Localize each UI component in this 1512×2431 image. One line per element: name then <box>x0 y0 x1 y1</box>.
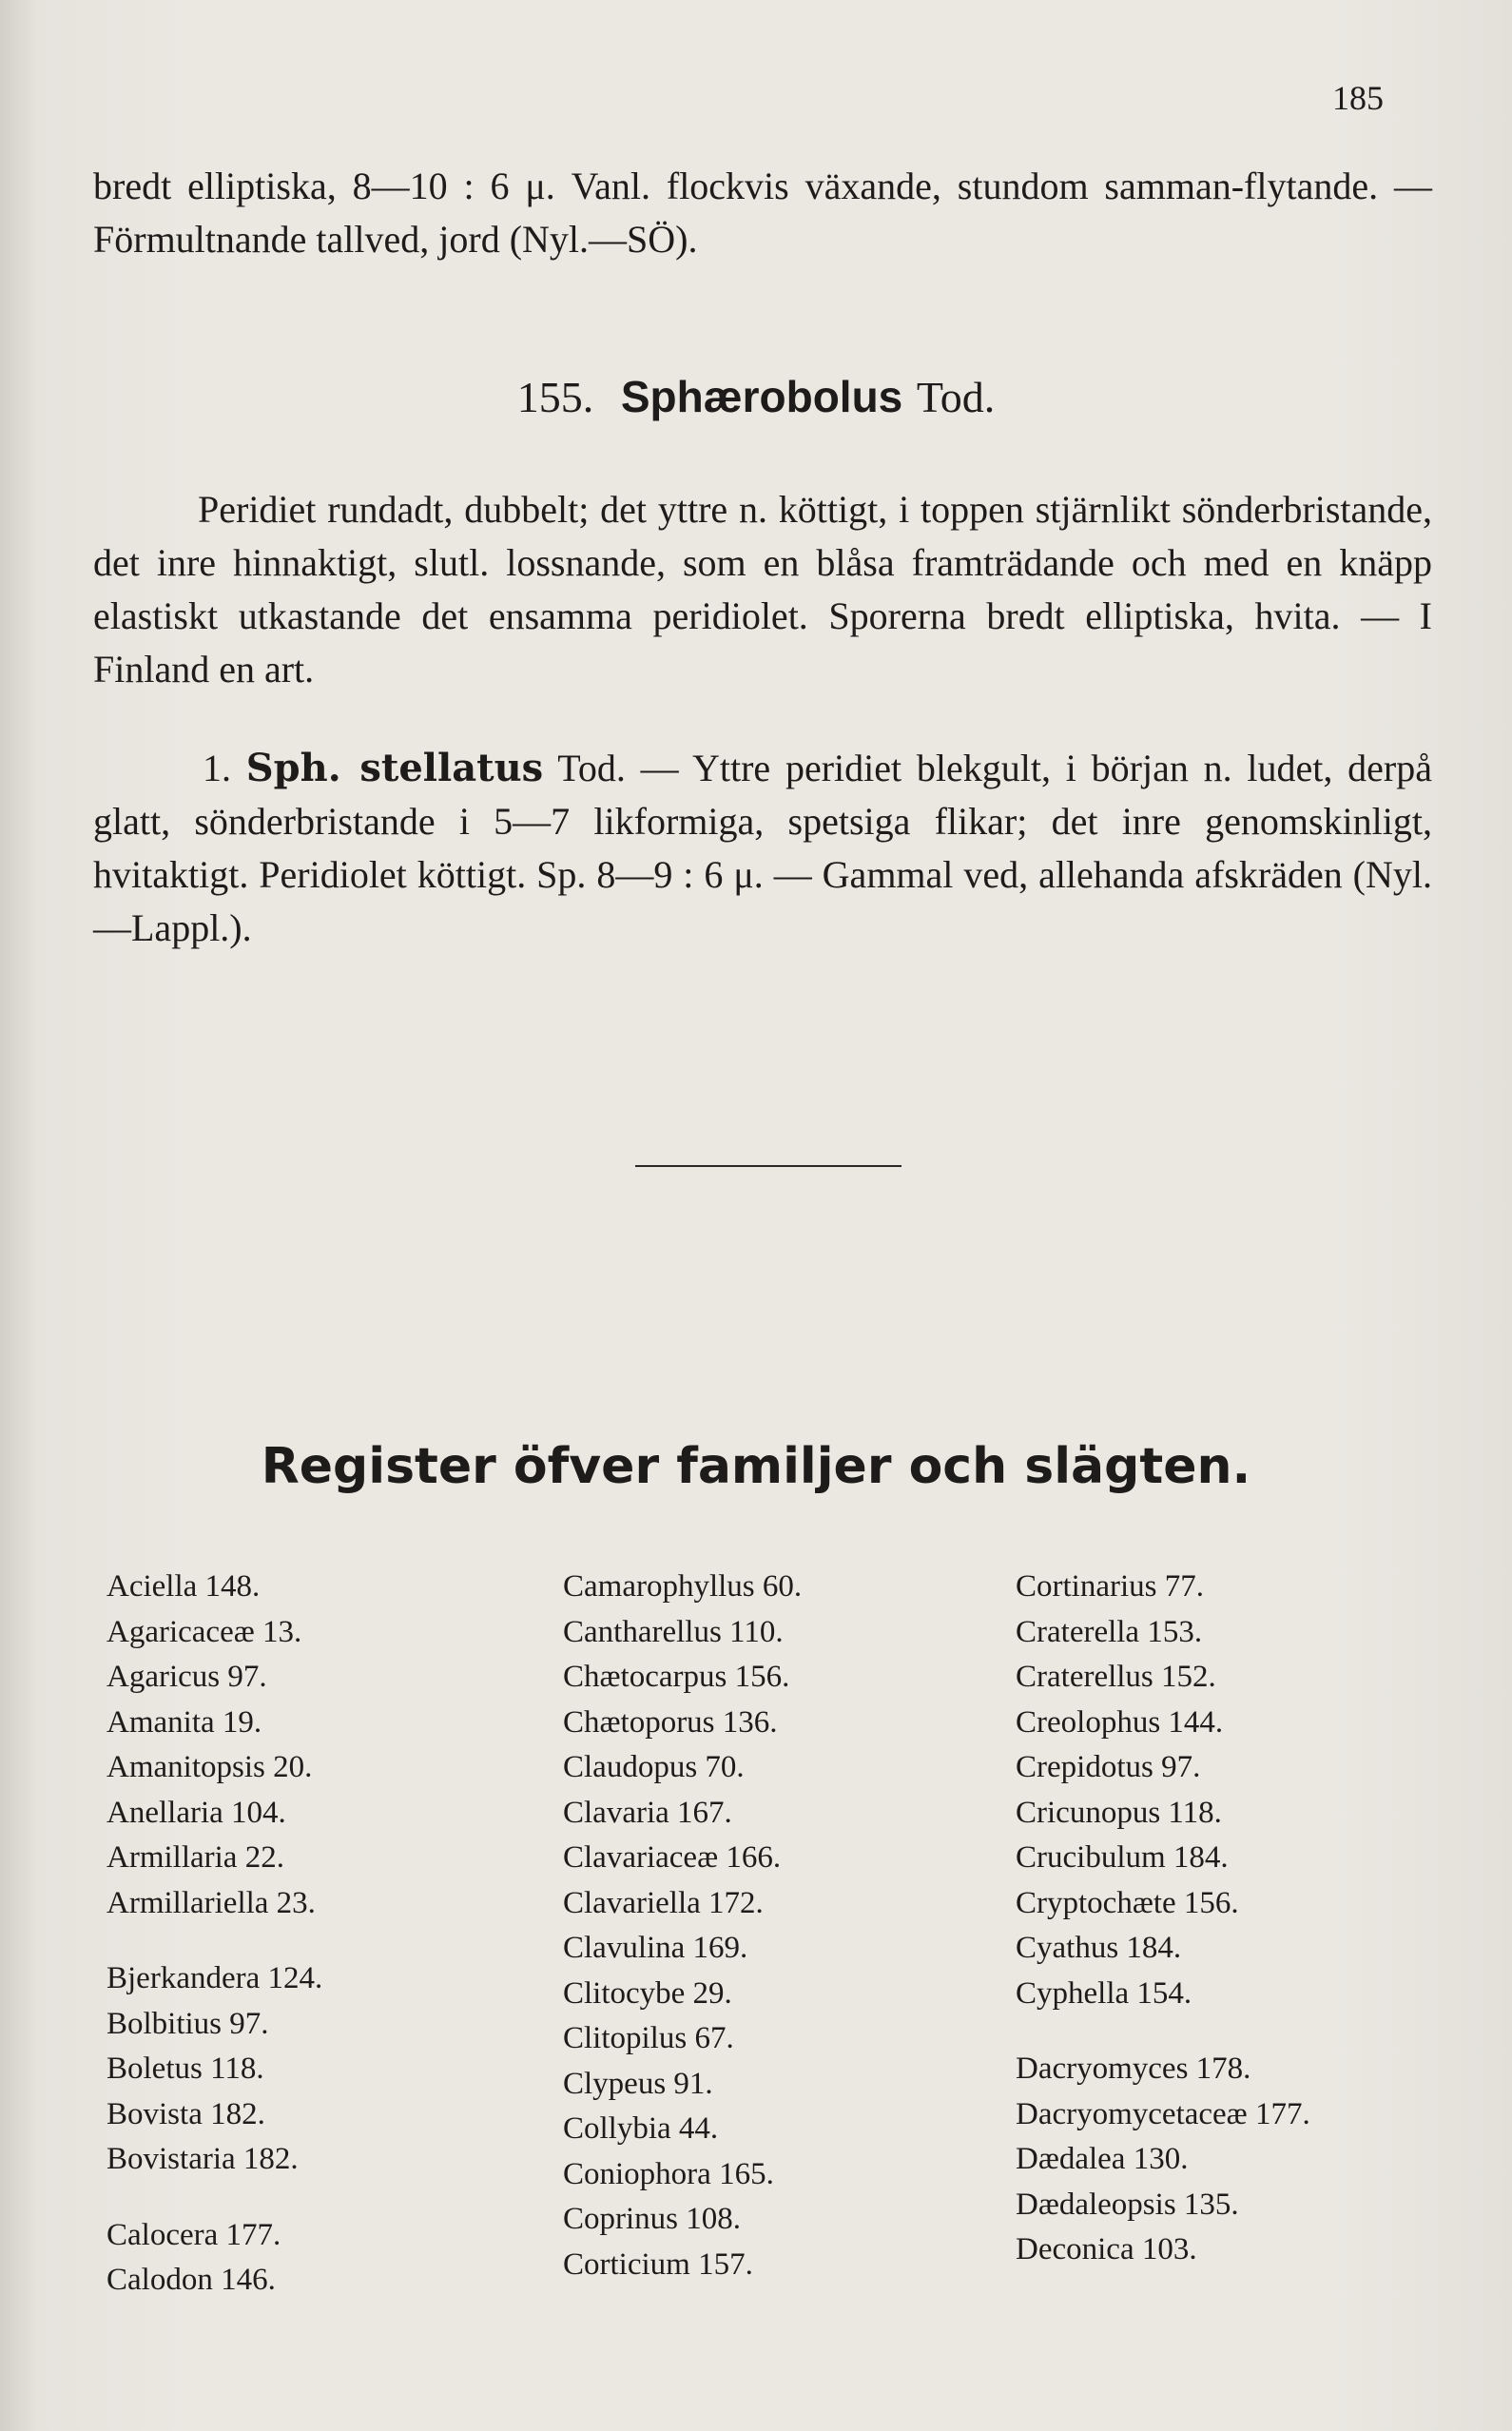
register-entry: Camarophyllus 60. <box>563 1569 803 1604</box>
register-entry: Clypeus 91. <box>563 2066 713 2101</box>
genus-description: Peridiet rundadt, dubbelt; det yttre n. köttigt, i toppen stjärnlikt sönderbristande, det inre hinnaktigt, slutl. lossnande, som en blåsa framträdande och med en knäpp elastiskt utkastande det ensamma peridiolet. Sporerna bredt elliptiska, hvita. — I Finland en art. <box>93 488 1432 690</box>
register-entry: Chætoporus 136. <box>563 1704 778 1740</box>
register-entry: Calocera 177. <box>107 2217 281 2252</box>
register-entry: Cryptochæte 156. <box>1016 1885 1239 1920</box>
species-entry <box>93 742 1432 955</box>
register-entry: Creolophus 144. <box>1016 1704 1224 1740</box>
register-entry: Dacryomyces 178. <box>1016 2052 1251 2086</box>
register-entry: Clavariella 172. <box>563 1885 764 1920</box>
register-entry: Boletus 118. <box>107 2052 264 2086</box>
genus-author: Tod. <box>916 373 996 421</box>
register-entry: Cyathus 184. <box>1016 1931 1182 1965</box>
register-entry: Cyphella 154. <box>1016 1975 1192 2011</box>
register-entry: Agaricaceæ 13. <box>107 1614 302 1649</box>
genus-name: Sphærobolus <box>620 372 903 421</box>
register-title: Register öfver familjer och slägten. <box>261 1438 1251 1495</box>
register-column-2 <box>563 1565 802 2287</box>
section-divider <box>635 1165 901 1167</box>
register-entry: Dædalea 130. <box>1016 2142 1189 2176</box>
register-entry: Craterellus 152. <box>1016 1660 1216 1694</box>
register-entry: Bovistaria 182. <box>107 2142 299 2176</box>
register-entry: Crepidotus 97. <box>1016 1750 1201 1784</box>
register-entry: Armillaria 22. <box>107 1840 284 1875</box>
register-entry: Clavulina 169. <box>563 1931 748 1965</box>
register-entry: Crucibulum 184. <box>1016 1840 1229 1875</box>
register-entry: Collybia 44. <box>563 2111 719 2146</box>
register-entry: Chætocarpus 156. <box>563 1660 790 1694</box>
register-entry: Claudopus 70. <box>563 1750 745 1784</box>
register-entry: Aciella 148. <box>107 1569 261 1604</box>
register-entry: Clitopilus 67. <box>563 2021 734 2055</box>
register-entry: Coprinus 108. <box>563 2202 742 2236</box>
genus-number: 155. <box>516 373 594 421</box>
register-entry: Bjerkandera 124. <box>107 1961 323 1995</box>
register-column-3 <box>1016 1565 1310 2273</box>
register-entry: Clavaria 167. <box>563 1795 732 1830</box>
intro-paragraph: bredt elliptiska, 8—10 : 6 μ. Vanl. flockvis växande, stundom samman-flytande. — Förmultnande tallved, jord (Nyl.—SÖ). <box>93 165 1432 261</box>
species-name: Sph. stellatus <box>245 746 544 790</box>
page-number: 185 <box>1332 79 1384 117</box>
register-entry: Dædaleopsis 135. <box>1016 2187 1239 2222</box>
register-gap <box>1016 2016 1310 2047</box>
species-text: Tod. — Yttre peridiet blekgult, i början n. ludet, derpå glatt, sönderbristande i 5—7 likformiga, spetsiga flikar; det inre genomskinligt, hvitaktigt. Peridiolet köttigt. Sp. 8—9 : 6 μ. — Gammal ved, allehanda afskräden (Nyl.—Lappl.). <box>93 747 1432 949</box>
register-entry: Coniophora 165. <box>563 2156 774 2191</box>
register-entry: Cantharellus 110. <box>563 1614 784 1649</box>
register-gap <box>107 1926 322 1956</box>
register-entry: Anellaria 104. <box>107 1795 286 1830</box>
register-entry: Craterella 153. <box>1016 1614 1203 1649</box>
register-entry: Dacryomycetaceæ 177. <box>1016 2096 1310 2131</box>
register-entry: Deconica 103. <box>1016 2232 1197 2266</box>
register-entry: Amanita 19. <box>107 1704 262 1740</box>
register-entry: Amanitopsis 20. <box>107 1750 313 1784</box>
register-entry: Agaricus 97. <box>107 1660 267 1694</box>
register-entry: Bolbitius 97. <box>107 2006 269 2041</box>
register-entry: Corticium 157. <box>563 2246 753 2282</box>
genus-heading <box>0 371 1512 422</box>
register-column-1 <box>107 1565 322 2304</box>
register-entry: Cortinarius 77. <box>1016 1569 1204 1604</box>
species-number: 1. <box>203 747 231 789</box>
register-entry: Clavariaceæ 166. <box>563 1840 782 1875</box>
register-entry: Bovista 182. <box>107 2096 265 2131</box>
register-entry: Clitocybe 29. <box>563 1975 732 2011</box>
register-entry: Armillariella 23. <box>107 1885 316 1920</box>
register-entry: Calodon 146. <box>107 2263 276 2297</box>
register-entry: Cricunopus 118. <box>1016 1795 1222 1830</box>
register-gap <box>107 2183 322 2213</box>
